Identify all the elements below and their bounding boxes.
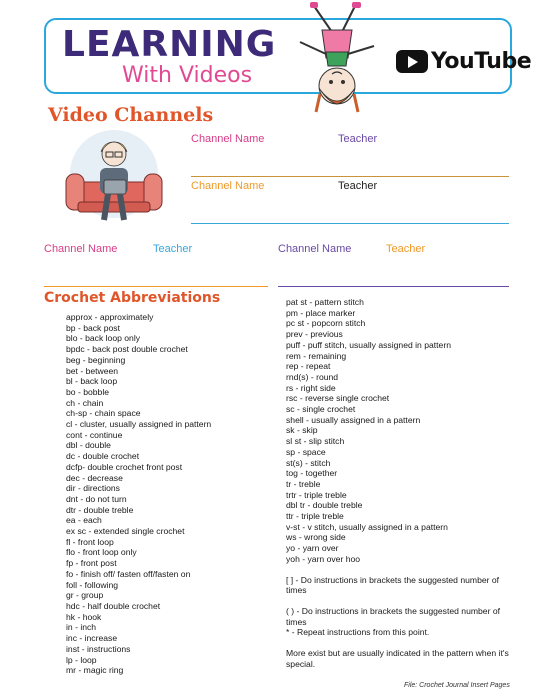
learning-banner (44, 18, 532, 94)
abbreviation-row: dbl - double (66, 440, 111, 451)
abbreviation-row: tog - together (286, 468, 338, 479)
teacher-label: Teacher (338, 133, 378, 145)
abbreviation-row: shell - usually assigned in a pattern (286, 414, 421, 425)
youtube-play-icon (396, 50, 428, 73)
abbreviation-row: dcfp- double crochet front post (66, 461, 183, 472)
more-exist-note: More exist but are usually indicated in the pattern when it's special. (286, 648, 509, 669)
brackets-note: [ ] - Do instructions in brackets the suggested number of times (286, 574, 500, 596)
abbreviation-row: sc - single crochet (286, 404, 356, 415)
abbreviation-row: fl - front loop (66, 536, 114, 547)
entry-underline (278, 286, 509, 287)
abbreviation-row: bp - back post (66, 322, 120, 333)
abbreviation-row: dc - double crochet (66, 451, 140, 462)
abbreviation-row: ch-sp - chain space (66, 408, 141, 419)
abbreviation-row: pat st - pattern stitch (286, 297, 364, 307)
abbreviation-row: cont - continue (66, 429, 123, 440)
abbreviation-row: st(s) - stitch (286, 457, 331, 468)
video-channels-title: Video Channels (48, 104, 214, 126)
abbreviation-row: ttr - triple treble (286, 511, 344, 522)
abbreviation-row: pm - place marker (286, 307, 356, 318)
channel-name-label: Channel Name (191, 180, 265, 192)
entry-underline (44, 286, 268, 287)
entry-underline (191, 223, 509, 224)
abbreviation-row: gr - group (66, 590, 104, 601)
teacher-label: Teacher (338, 180, 378, 192)
channel-name-label: Channel Name (191, 133, 265, 145)
abbreviation-row: approx - approximately (66, 312, 154, 322)
abbreviation-row: foll - following (66, 579, 119, 590)
abbreviation-row: trtr - triple treble (286, 489, 347, 500)
abbreviation-row: hk - hook (66, 611, 102, 622)
abbreviations-right-column (286, 297, 518, 670)
entry-underline (191, 176, 509, 177)
abbreviation-row: inst - instructions (66, 643, 131, 654)
abbreviation-row: v-st - v stitch, usually assigned in a pattern (286, 521, 448, 532)
abbreviation-row: bet - between (66, 365, 119, 376)
abbreviation-row: mr - magic ring (66, 665, 124, 676)
abbreviation-row: hdc - half double crochet (66, 600, 161, 611)
abbreviation-row: dec - decrease (66, 472, 123, 483)
abbreviation-row: bl - back loop (66, 376, 118, 387)
abbreviation-row: fo - finish off/ fasten off/fasten on (66, 568, 191, 579)
abbreviation-row: in - inch (66, 622, 97, 633)
abbreviation-row: ex sc - extended single crochet (66, 526, 185, 537)
abbreviation-row: fp - front post (66, 558, 117, 569)
abbreviation-row: rs - right side (286, 382, 336, 393)
abbreviation-row: pc st - popcorn stitch (286, 318, 366, 329)
teacher-label: Teacher (153, 243, 193, 255)
teacher-label: Teacher (386, 243, 426, 255)
abbreviation-row: rnd(s) - round (286, 371, 339, 382)
abbreviation-row: rsc - reverse single crochet (286, 393, 390, 404)
abbreviation-row: yo - yarn over (286, 543, 339, 554)
abbreviation-row: sp - space (286, 446, 326, 457)
abbreviation-row: flo - front loop only (66, 547, 137, 558)
abbreviation-row: ws - wrong side (286, 532, 346, 543)
abbreviation-row: lp - loop (66, 654, 97, 665)
abbreviation-row: dir - directions (66, 483, 120, 494)
youtube-logo (396, 48, 531, 74)
abbreviation-row: rep - repeat (286, 361, 331, 372)
abbreviation-row: bo - bobble (66, 386, 110, 397)
youtube-wordmark: YouTube (431, 48, 532, 74)
woman-on-couch-illustration (64, 128, 164, 226)
abbreviation-row: cl - cluster, usually assigned in pattern (66, 419, 212, 430)
abbreviation-row: dtr - double treble (66, 504, 134, 515)
channel-name-label: Channel Name (278, 243, 352, 255)
abbreviation-row: bpdc - back post double crochet (66, 344, 188, 355)
abbreviation-row: yoh - yarn over hoo (286, 553, 361, 564)
crochet-abbreviations-title: Crochet Abbreviations (44, 290, 221, 306)
file-source-caption: File: Crochet Journal Insert Pages (404, 682, 510, 689)
abbreviation-row: sk - skip (286, 425, 318, 436)
channel-name-label: Channel Name (44, 243, 118, 255)
abbreviation-row: puff - puff stitch, usually assigned in pattern (286, 339, 451, 350)
abbreviation-row: beg - beginning (66, 354, 126, 365)
abbreviation-row: blo - back loop only (66, 333, 141, 344)
abbreviation-row: dbl tr - double treble (286, 500, 363, 511)
abbreviation-row: tr - treble (286, 478, 321, 489)
abbreviation-row: inc - increase (66, 633, 118, 644)
abbreviation-row: ea - each (66, 515, 102, 526)
abbreviation-row: dnt - do not turn (66, 493, 127, 504)
abbreviation-row: rem - remaining (286, 350, 347, 361)
abbreviations-left-column (66, 312, 211, 676)
abbreviation-row: ch - chain (66, 397, 104, 408)
banner-title: LEARNING (62, 24, 277, 65)
banner-subtitle: With Videos (122, 63, 253, 88)
abbreviation-row: sl st - slip stitch (286, 436, 345, 447)
parentheses-note: ( ) - Do instructions in brackets the suggested number of times * - Repeat instructions from this point. (286, 605, 500, 638)
upside-down-girl-illustration (286, 2, 384, 120)
abbreviation-row: prev - previous (286, 329, 343, 340)
